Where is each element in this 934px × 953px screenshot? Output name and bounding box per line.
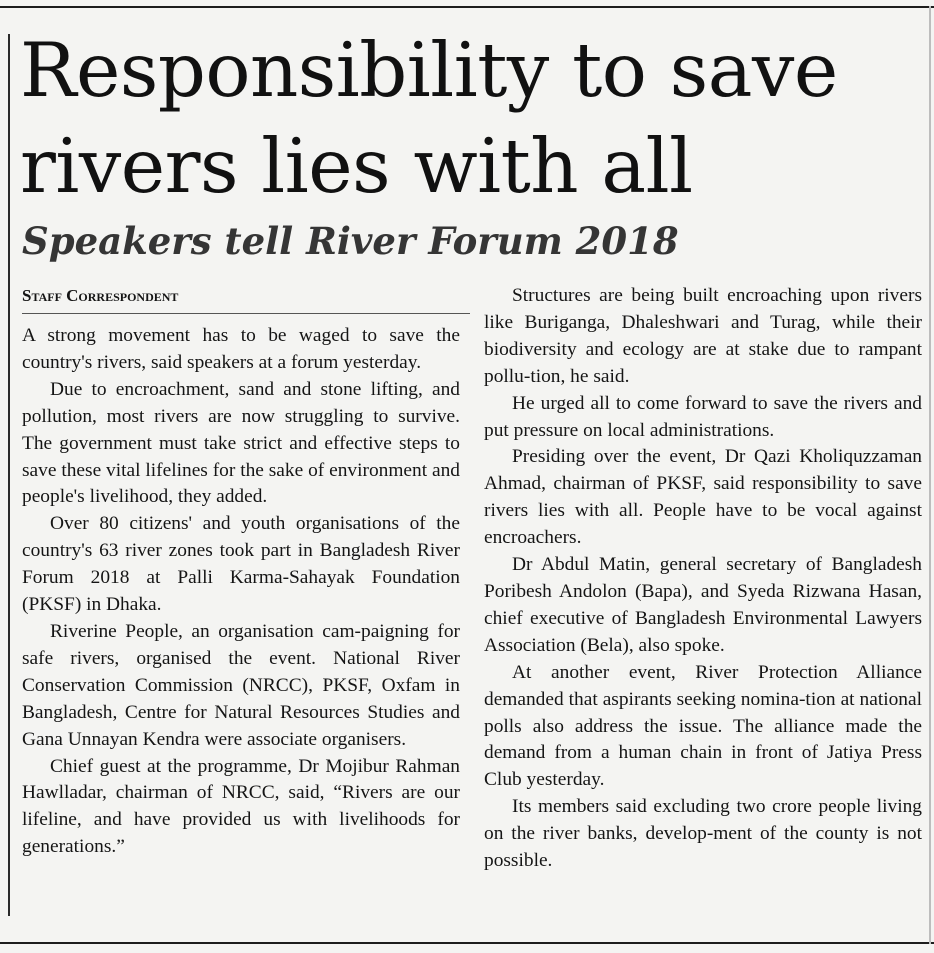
paragraph: Presiding over the event, Dr Qazi Kholiquzzaman Ahmad, chairman of PKSF, said responsibility to save rivers lies with all. People have to be vocal against encroachers. [484, 446, 922, 549]
paragraph: A strong movement has to be waged to save the country's rivers, said speakers at a forum yesterday. [22, 325, 460, 373]
left-column [22, 323, 460, 861]
paragraph: Dr Abdul Matin, general secretary of Bangladesh Poribesh Andolon (Bapa), and Syeda Rizwana Hasan, chief executive of Bangladesh Environmental Lawyers Association (Bela), also spoke. [484, 554, 922, 656]
right-edge-rule [929, 6, 931, 944]
subheadline: Speakers tell River Forum 2018 [22, 219, 679, 263]
paragraph: At another event, River Protection Alliance demanded that aspirants seeking nomina-tion at national polls also address the issue. The alliance made the demand from a human chain in front of Jatiya Press Club yesterday. [484, 661, 922, 791]
headline-line-2: rivers lies with all [20, 122, 693, 210]
left-column-rule [8, 34, 10, 916]
byline: Staff Correspondent [22, 286, 179, 305]
headline-line-1: Responsibility to save [20, 26, 838, 114]
paragraph: Riverine People, an organisation cam-paigning for safe rivers, organised the event. National River Conservation Commission (NRCC), PKSF, Oxfam in Bangladesh, Centre for Natural Resources Studies and Gana Unnayan Kendra were associate organisers. [22, 620, 460, 750]
paragraph: He urged all to come forward to save the rivers and put pressure on local administrations. [484, 392, 922, 441]
paragraph: Due to encroachment, sand and stone lifting, and pollution, most rivers are now struggling to survive. The government must take strict and effective steps to save these vital lifelines for the sake of environment and people's livelihood, they added. [22, 378, 460, 508]
byline-rule [22, 313, 470, 314]
bottom-rule [0, 942, 934, 944]
paragraph: Chief guest at the programme, Dr Mojibur Rahman Hawlladar, chairman of NRCC, said, “Rivers are our lifeline, and have provided us with livelihoods for generations.” [22, 755, 460, 858]
paragraph: Its members said excluding two crore people living on the river banks, develop-ment of the county is not possible. [484, 796, 922, 872]
headline [20, 22, 920, 214]
top-rule [0, 6, 934, 8]
right-column [484, 283, 922, 875]
paragraph: Over 80 citizens' and youth organisations of the country's 63 river zones took part in Bangladesh River Forum 2018 at Palli Karma-Sahayak Foundation (PKSF) in Dhaka. [22, 513, 460, 616]
paragraph: Structures are being built encroaching upon rivers like Buriganga, Dhaleshwari and Turag, while their biodiversity and ecology are at stake due to rampant pollu-tion, he said. [484, 285, 922, 387]
